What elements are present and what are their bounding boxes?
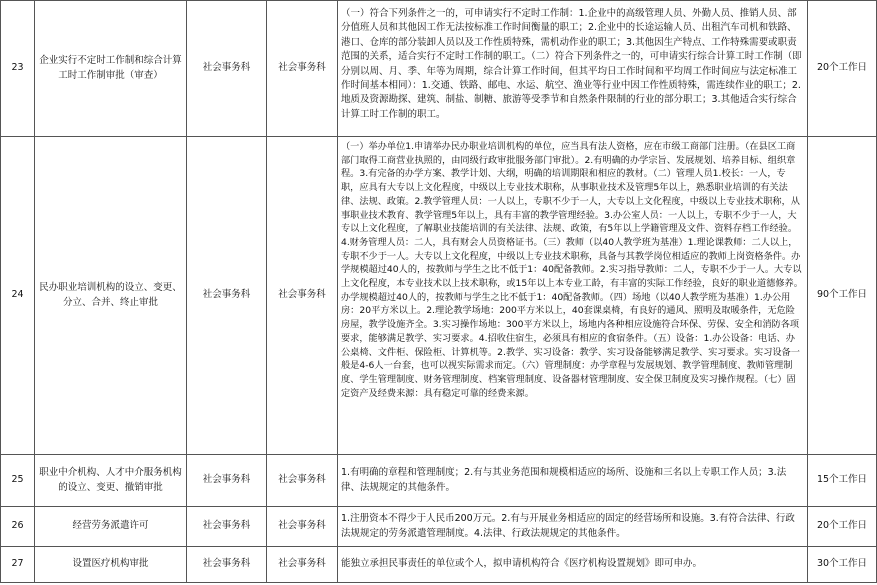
item-name: 民办职业培训机构的设立、变更、分立、合并、终止审批: [35, 137, 187, 455]
row-number: 24: [1, 137, 35, 455]
row-number: 23: [1, 1, 35, 137]
time-limit: 30个工作日: [808, 547, 877, 583]
approval-conditions: 能独立承担民事责任的单位或个人，拟申请机构符合《医疗机构设置规划》即可申办。: [338, 547, 808, 583]
department-a: 社会事务科: [187, 455, 267, 507]
table-row: [1, 137, 877, 455]
row-number: 27: [1, 547, 35, 583]
approval-conditions: 1.有明确的章程和管理制度；2.有与其业务范围和规模相适应的场所、设施和三名以上专职工作人员；3.法律、法规规定的其他条件。: [338, 455, 808, 507]
item-name: 职业中介机构、人才中介服务机构的设立、变更、撤销审批: [35, 455, 187, 507]
time-limit: 90个工作日: [808, 137, 877, 455]
department-a: 社会事务科: [187, 547, 267, 583]
department-a: 社会事务科: [187, 137, 267, 455]
row-number: 25: [1, 455, 35, 507]
time-limit: 20个工作日: [808, 1, 877, 137]
item-name: 设置医疗机构审批: [35, 547, 187, 583]
row-number: 26: [1, 507, 35, 547]
department-b: 社会事务科: [267, 547, 338, 583]
approval-conditions: （一）符合下列条件之一的，可申请实行不定时工作制：1.企业中的高级管理人员、外勤人员、推销人员、部分值班人员和其他因工作无法按标准工作时间衡量的职工；2.企业中的长途运输人员、出租汽车司机和铁路、港口、仓库的部分装卸人员以及工作性质特殊，需机动作业的职工；3.其他因生产特点、工作特殊需要或职责范围的关系，适合实行不定时工作制的职工。（二）符合下列条件之一的，可申请实行综合计算工时工作制（即分别以周、月、季、年等为周期，综合计算工作时间，但其平均日工作时间和平均周工作时间应与法定标准工作时间基本相同）：1.交通、铁路、邮电、水运、航空、渔业等行业中因工作性质特殊，需连续作业的职工；2.地质及资源勘探、建筑、制盐、制糖、旅游等受季节和自然条件限制的行业的部分职工；3.其他适合实行综合计算工时工作制的职工。: [338, 1, 808, 137]
department-a: 社会事务科: [187, 1, 267, 137]
department-a: 社会事务科: [187, 507, 267, 547]
table-row: [1, 507, 877, 547]
department-b: 社会事务科: [267, 137, 338, 455]
approval-conditions: （一）举办单位1.申请举办民办职业培训机构的单位，应当具有法人资格，应在市级工商部门注册。（在县区工商部门取得工商营业执照的，由同级行政审批服务部门审批）。2.有明确的办学宗旨、发展规划、培养目标、组织章程。3.有完备的办学方案、教学计划、大纲，明确的培训期限和相应的教材。（二）管理人员1.校长：一人，专职，应具有大专以上文化程度，中级以上专业技术职称，从事职业技术及管理5年以上，熟悉职业培训的有关法律、法规、政策。2.教学管理人员：一人以上，专职不少于一人，大专以上文化程度，中级以上专业技术职称，从事职业技术教育、教学管理5年以上，具有丰富的教学管理经验。3.办公室人员：一人以上，专职不少于一人，大专以上文化程度，了解职业技能培训的有关法律、法规、政策，有5年以上学籍管理及文件、资料存档工作经验。4.财务管理人员：二人，具有财会人员资格证书。（三）教师（以40人教学班为基准）1.理论课教师：二人以上，专职不少于一人。大专以上文化程度，中级以上专业技术职称，具备与其教学岗位相适应的教师上岗资格条件。办学规模超过40人的，按教师与学生之比不低于1：40配备教师。2.实习指导教师：二人，专职不少于一人。大专以上文化程度，本专业技术以上技术职称，或15年以上本专业工龄，有丰富的实际工作经验，良好的职业道德修养。办学规模超过40人的，按教师与学生之比不低于1：40配备教师。（四）场地（以40人教学班为基准）1.办公用房：20平方米以上。2.理论教学场地：200平方米以上，40套课桌椅，有良好的通风、照明及取暖条件，无危险房屋，教学设施齐全。3.实习操作场地：300平方米以上，场地内各种相应设施符合环保、劳保、安全和消防各项要求，能够满足教学、实习要求。4.招收住宿生，必须具有相应的食宿条件。（五）设备：1.办公设备：电话、办公桌椅、文件柜、保险柜、计算机等。2.教学、实习设备：教学、实习设备能够满足教学、实习要求。实习设备一般是4-6人一台套，也可以视实际需求而定。（六）管理制度：办学章程与发展规划、教学管理制度、教师管理制度、学生管理制度、财务管理制度、档案管理制度、设备器材管理制度、安全保卫制度及实习操作规程。（七）固定资产及经费来源：具有稳定可靠的经费来源。: [338, 137, 808, 455]
time-limit: 20个工作日: [808, 507, 877, 547]
item-name: 企业实行不定时工作制和综合计算工时工作制审批（审查）: [35, 1, 187, 137]
department-b: 社会事务科: [267, 455, 338, 507]
table-row: [1, 455, 877, 507]
table-row: [1, 1, 877, 137]
department-b: 社会事务科: [267, 1, 338, 137]
table-row: [1, 547, 877, 583]
time-limit: 15个工作日: [808, 455, 877, 507]
approval-conditions: 1.注册资本不得少于人民币200万元。2.有与开展业务相适应的固定的经营场所和设施。3.有符合法律、行政法规规定的劳务派遣管理制度。4.法律、行政法规规定的其他条件。: [338, 507, 808, 547]
department-b: 社会事务科: [267, 507, 338, 547]
item-name: 经营劳务派遣许可: [35, 507, 187, 547]
